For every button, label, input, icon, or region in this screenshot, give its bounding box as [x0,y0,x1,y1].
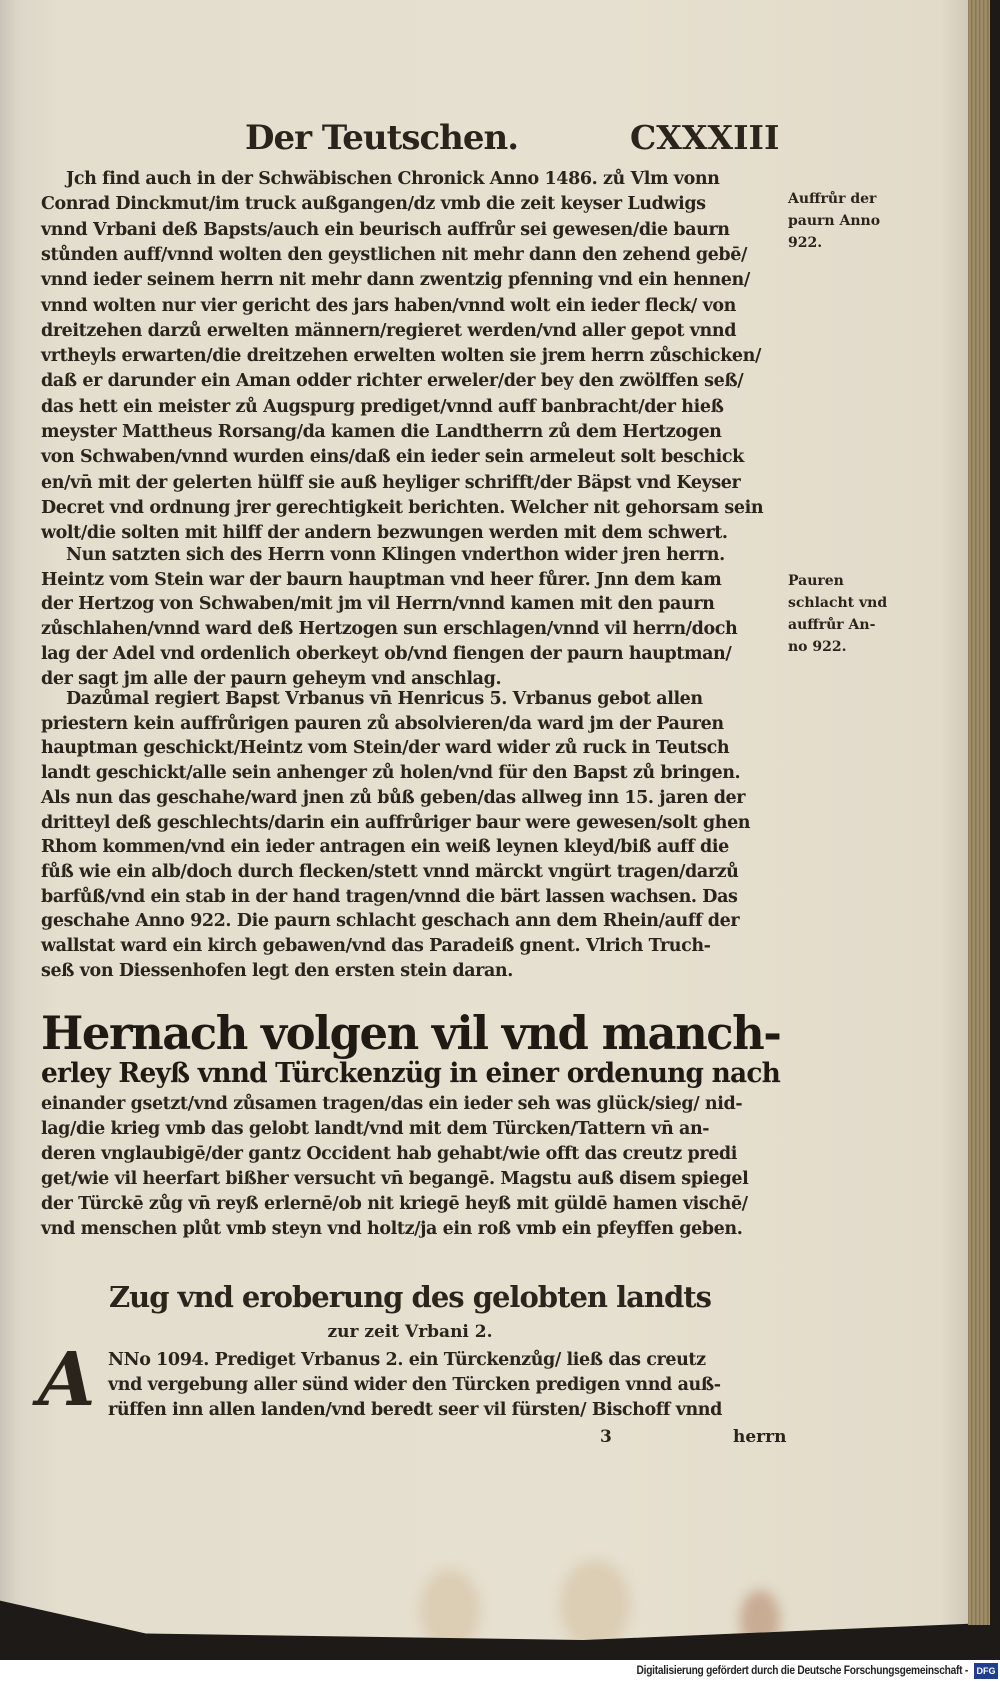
text-line: das hett ein meister zů Augspurg prediget/vnnd auff banbracht/der hieß [41,396,724,417]
text-line: Jch find auch in der Schwäbischen Chronick Anno 1486. zů Vlm vonn [66,169,720,189]
text-line: barfůß/vnd ein stab in der hand tragen/vnnd die bärt lassen wachsen. Das [41,886,738,907]
text-line: wolt/die solten mit hilff der andern bezwungen werden mit dem schwert. [41,523,728,544]
text-line: get/wie vil heerfart bißher versucht vn̄ begangē. Magstu auß disem spiegel [41,1169,749,1189]
text-line: dreitzehen darzů erwelten männern/regieret werden/vnd aller gepot vnnd [41,320,737,341]
text-line: vnnd ieder seinem herrn nit mehr dann zwentzig pfenning vnd ein hennen/ [41,270,750,291]
text-line: vnd menschen plůt vmb steyn vnd holtz/ja ein roß vmb ein pfeyffen geben. [41,1219,743,1239]
text-line: vrtheyls erwarten/die dreitzehen erwelten wolten sie jrem herrn zůschicken/ [41,346,761,367]
text-line: rüffen inn allen landen/vnd beredt seer vil fürsten/ Bischoff vnnd [108,1400,722,1420]
text-line: Rhom kommen/vnd ein ieder antragen ein weiß leynen kleyd/biß auff die [41,837,729,858]
text-line: priestern kein auffrůrigen pauren zů absolvieren/da ward jm der Pauren [41,713,724,734]
text-line: Dazůmal regiert Bapst Vrbanus vn̄ Henricus 5. Vrbanus gebot allen [66,689,703,709]
text-line: NNo 1094. Prediget Vrbanus 2. ein Türckenzůg/ ließ das creutz [108,1350,706,1370]
text-line: vnnd wolten nur vier gericht des jars haben/vnnd wolt ein ieder fleck/ von [41,295,736,316]
text-line: vnnd Vrbani deß Bapsts/auch ein beurisch auffrůr sei gewesen/die baurn [41,219,730,240]
text-line: wallstat ward ein kirch gebawen/vnd das Paradeiß gnent. Vlrich Truch- [41,936,711,956]
text-line: hauptman geschickt/Heintz vom Stein/der ward wider zů ruck in Teutsch [41,738,730,759]
folio-number: CXXXIII [630,118,780,157]
text-line: von Schwaben/vnnd wurden eins/daß ein ieder sein armeleut solt beschick [41,447,744,468]
section-subtitle: zur zeit Vrbani 2. [327,1322,493,1342]
drop-cap-initial: A [38,1337,96,1423]
text-line: Conrad Dinckmut/im truck außgangen/dz vmb die zeit keyser Ludwigs [41,194,706,215]
text-line: fůß wie ein alb/doch durch flecken/stett vnnd märckt vngürt tragen/darzů [41,861,739,882]
text-line: lag der Adel vnd ordenlich oberkeyt ob/vnd fiengen der paurn hauptman/ [41,643,732,664]
text-line: Heintz vom Stein war der baurn hauptman vnd heer fůrer. Jnn dem kam [41,569,722,590]
running-title: Der Teutschen. [245,118,519,158]
text-line: Decret vnd ordnung jrer gerechtigkeit berichten. Welcher nit gehorsam sein [41,497,764,518]
catchword: herrn [733,1427,787,1447]
text-line: der sagt jm alle der paurn geheym vnd anschlag. [41,668,502,689]
text-line: zůschlahen/vnnd ward deß Hertzogen sun erschlagen/vnnd vil herrn/doch [41,619,738,640]
heading-medium: erley Reyß vnnd Türckenzüg in einer ordenung nach [41,1058,781,1089]
text-line: einander gsetzt/vnd zůsamen tragen/das ein ieder seh was glück/sieg/ nid- [41,1094,743,1114]
text-line: lag/die krieg vmb das gelobt landt/vnd mit dem Türcken/Tattern vn̄ an- [41,1119,710,1139]
text-line: der Türckē zůg vn̄ reyß erlernē/ob nit kriegē heyß mit güldē hamen vischē/ [41,1194,748,1214]
text-line: stůnden auff/vnnd wolten den geystlichen nit mehr dann den zehend gebē/ [41,244,747,265]
text-line: meyster Mattheus Rorsang/da kamen die Landtherrn zů dem Hertzogen [41,422,722,442]
text-line: der Hertzog von Schwaben/mit jm vil Herrn/vnnd kamen mit den paurn [41,594,715,615]
margin-note: Pauren schlacht vnd auffrůr An- no 922. [788,573,888,655]
text-line: en/vn̄ mit der gelerten hülff sie auß heyliger schrifft/der Bäpst vnd Keyser [41,472,741,493]
page-edges [968,0,990,1625]
text-line: dritteyl deß geschlechts/darin ein auffrůriger baur were gewesen/solt ghen [41,812,751,833]
stain [560,1560,630,1650]
text-line: geschahe Anno 922. Die paurn schlacht geschach ann dem Rhein/auff der [41,911,740,932]
dfg-logo: DFG [974,1663,998,1679]
footer-credit: Digitalisierung gefördert durch die Deutsche Forschungsgemeinschaft - [636,1663,968,1677]
margin-note: Auffrůr der paurn Anno 922. [788,191,881,251]
heading-large: Hernach volgen vil vnd manch- [41,1006,781,1060]
text-line: deren vnglaubigē/der gantz Occident hab gehabt/wie offt das creutz predi [41,1144,738,1164]
text-line: landt geschickt/alle sein anhenger zů holen/vnd für den Bapst zů bringen. [41,763,741,784]
text-line: Nun satzten sich des Herrn vonn Klingen vnderthon wider jren herrn. [66,545,725,565]
text-line: Als nun das geschahe/ward jnen zů bůß geben/das allweg inn 15. jaren der [41,787,746,808]
text-line: vnd vergebung aller sünd wider den Türcken predigen vnnd auß- [108,1375,721,1395]
text-line: seß von Diessenhofen legt den ersten stein daran. [41,960,513,981]
signature-mark: 3 [600,1427,612,1447]
text-line: daß er darunder ein Aman odder richter erweler/der bey den zwölffen seß/ [41,371,744,392]
section-title: Zug vnd eroberung des gelobten landts [109,1280,711,1314]
